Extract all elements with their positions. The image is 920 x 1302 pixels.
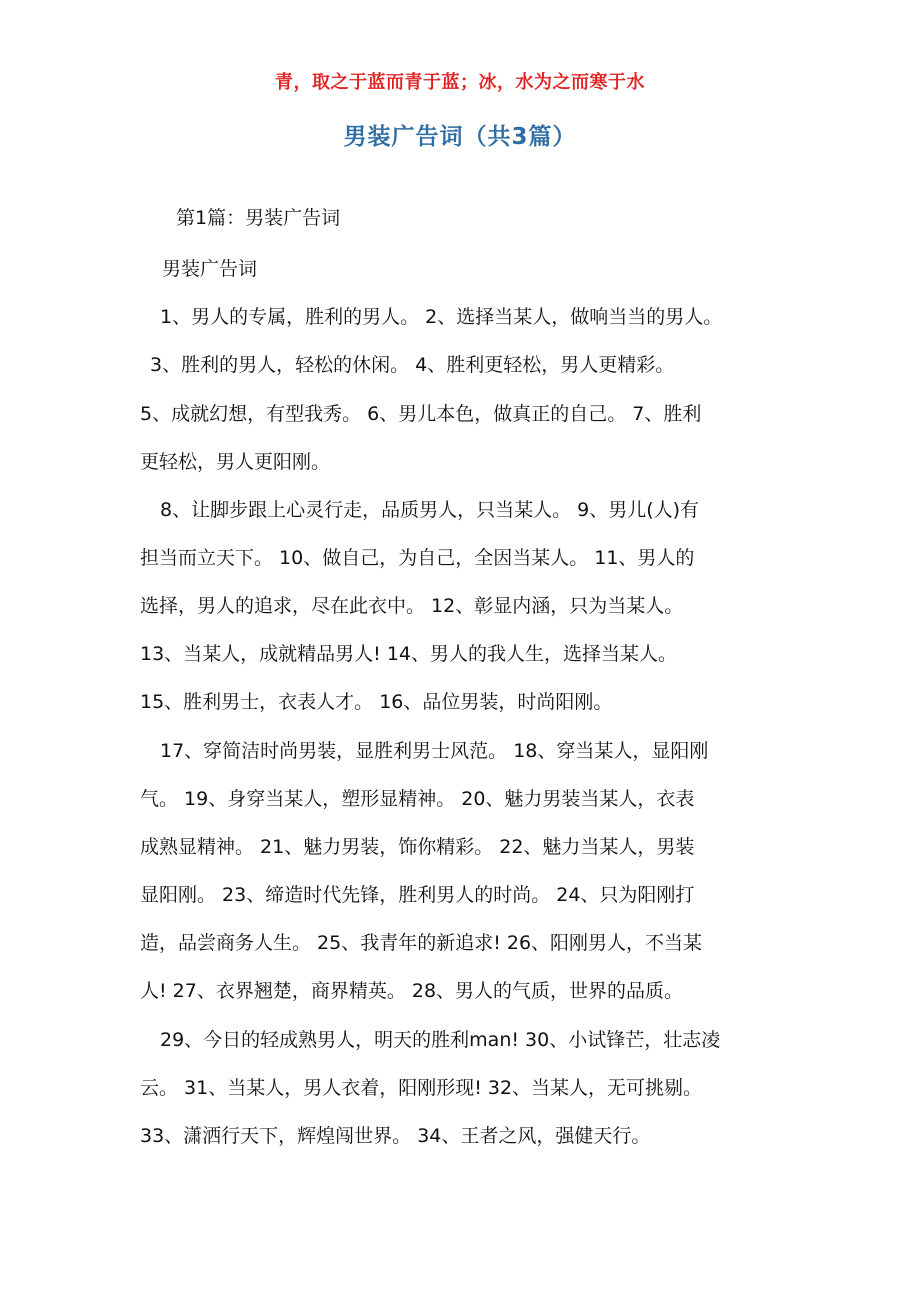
text-line: 云。 31、当某人，男人衣着，阳刚形现! 32、当某人，无可挑剔。 bbox=[140, 1077, 703, 1099]
page-title: 男装广告词（共3篇） bbox=[343, 124, 577, 150]
text-line: 13、当某人，成就精品男人! 14、男人的我人生，选择当某人。 bbox=[140, 643, 678, 665]
text-line: 8、让脚步跟上心灵行走，品质男人，只当某人。 9、男儿(人)有 bbox=[160, 499, 700, 521]
text-line: 选择，男人的追求，尽在此衣中。 12、彰显内涵，只为当某人。 bbox=[140, 595, 684, 617]
motto-banner: 青，取之于蓝而青于蓝；冰，水为之而寒于水 bbox=[275, 72, 645, 93]
text-line: 5、成就幻想，有型我秀。 6、男儿本色，做真正的自己。 7、胜利 bbox=[140, 403, 702, 425]
text-line: 更轻松，男人更阳刚。 bbox=[140, 451, 331, 473]
text-line: 29、今日的轻成熟男人，明天的胜利man! 30、小试锋芒，壮志凌 bbox=[160, 1029, 721, 1051]
text-line: 33、潇洒行天下，辉煌闯世界。 34、王者之风，强健天行。 bbox=[140, 1125, 651, 1147]
text-line: 15、胜利男士，衣表人才。 16、品位男装，时尚阳刚。 bbox=[140, 691, 613, 713]
text-line: 1、男人的专属，胜利的男人。 2、选择当某人，做响当当的男人。 bbox=[160, 306, 723, 328]
section-subheading: 男装广告词 bbox=[162, 258, 258, 280]
text-line: 气。 19、身穿当某人，塑形显精神。 20、魅力男装当某人，衣表 bbox=[140, 788, 695, 810]
text-line: 担当而立天下。 10、做自己，为自己，全因当某人。 11、男人的 bbox=[140, 547, 695, 569]
section-heading: 第1篇：男装广告词 bbox=[176, 207, 341, 229]
text-line: 成熟显精神。 21、魅力男装，饰你精彩。 22、魅力当某人，男装 bbox=[140, 836, 695, 858]
text-line: 显阳刚。 23、缔造时代先锋，胜利男人的时尚。 24、只为阳刚打 bbox=[140, 884, 695, 906]
text-line: 人! 27、衣界翘楚，商界精英。 28、男人的气质，世界的品质。 bbox=[140, 980, 684, 1002]
text-line: 3、胜利的男人，轻松的休闲。 4、胜利更轻松，男人更精彩。 bbox=[150, 354, 675, 376]
text-line: 17、穿简洁时尚男装，显胜利男士风范。 18、穿当某人，显阳刚 bbox=[160, 740, 709, 762]
text-line: 造，品尝商务人生。 25、我青年的新追求! 26、阳刚男人，不当某 bbox=[140, 932, 703, 954]
